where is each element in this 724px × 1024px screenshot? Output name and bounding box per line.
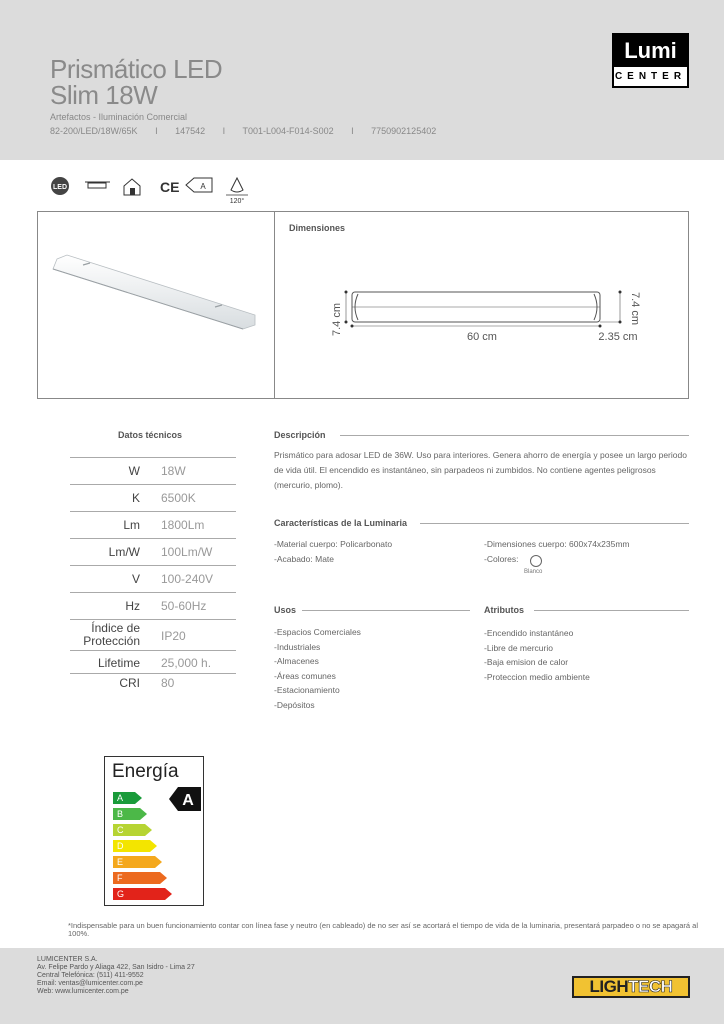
spec-divider bbox=[70, 592, 236, 593]
separator: I bbox=[155, 126, 158, 136]
spec-value: 25,000 h. bbox=[161, 656, 212, 670]
spec-key: K bbox=[131, 491, 140, 505]
product-category: Artefactos - Iluminación Comercial bbox=[50, 112, 188, 122]
spec-key: W bbox=[128, 464, 140, 478]
datos-tecnicos-title: Datos técnicos bbox=[118, 430, 183, 440]
color-swatch-label: Blanco bbox=[524, 569, 543, 575]
list-item: -Encendido instantáneo bbox=[484, 628, 574, 638]
code-sku: 147542 bbox=[175, 126, 206, 136]
height-label: 7.4 cm bbox=[331, 302, 343, 336]
spec-value: 6500K bbox=[161, 491, 196, 505]
list-item: -Estacionamiento bbox=[274, 685, 340, 695]
product-title bbox=[50, 56, 222, 108]
list-item: -Espacios Comerciales bbox=[274, 627, 361, 637]
spec-divider bbox=[70, 484, 236, 485]
company-address: Av. Felipe Pardo y Aliaga 422, San Isidro - Lima 27 bbox=[37, 964, 195, 971]
caracteristicas-left bbox=[274, 537, 392, 566]
section-rule bbox=[420, 523, 689, 524]
spec-value: 100Lm/W bbox=[161, 545, 213, 559]
company-email: Email: ventas@lumicenter.com.pe bbox=[37, 980, 143, 987]
svg-text:A: A bbox=[200, 182, 206, 191]
separator: I bbox=[351, 126, 354, 136]
atributos-list bbox=[484, 626, 590, 684]
energy-rating-arrow bbox=[169, 787, 201, 811]
company-info bbox=[37, 956, 195, 996]
energy-class-bar: G bbox=[113, 888, 165, 900]
descripcion-text: Prismático para adosar LED de 36W. Uso para interiores. Genera ahorro de energía y posee un largo periodo de vida útil. El encendido es instantáneo, sin parpadeos ni zumbidos. No contiene agentes peligrosos (mercurio, plomo). bbox=[274, 450, 687, 490]
company-name: LUMICENTER S.A. bbox=[37, 956, 98, 963]
side-height-label: 7.4 cm bbox=[629, 292, 641, 326]
spec-divider bbox=[70, 619, 236, 620]
list-item: -Proteccion medio ambiente bbox=[484, 671, 590, 682]
spec-divider bbox=[70, 673, 236, 674]
descripcion-title: Descripción bbox=[274, 430, 326, 440]
brand-right: TECH bbox=[628, 977, 673, 996]
atributos-title: Atributos bbox=[484, 605, 524, 615]
list-item: -Almacenes bbox=[274, 656, 319, 666]
product-photo bbox=[45, 245, 267, 345]
section-rule bbox=[340, 435, 689, 436]
spec-divider bbox=[70, 457, 236, 458]
energy-class-bar: F bbox=[113, 872, 160, 884]
dimension-drawing bbox=[300, 270, 670, 360]
spec-key: Lifetime bbox=[97, 656, 140, 670]
caracteristicas-title: Características de la Luminaria bbox=[274, 518, 408, 528]
logo-bottom-text: CENTER bbox=[614, 71, 687, 82]
code-ref: T001-L004-F014-S002 bbox=[242, 126, 334, 136]
list-item: -Dimensiones cuerpo: 600x74x235mm bbox=[484, 539, 630, 549]
lightech-logo bbox=[572, 976, 690, 998]
spec-key: Lm/W bbox=[108, 545, 140, 559]
title-line-2: Slim 18W bbox=[50, 80, 158, 110]
footnote: *Indispensable para un buen funcionamiento contar con línea fase y neutro (en cableado) de no ser así se acortará el tiempo de vida de la luminaria, presentará parpadeo o no se apagará al 100%. bbox=[68, 921, 698, 938]
title-line-1: Prismático LED bbox=[50, 54, 223, 84]
company-phone: Central Telefónica: (511) 411-9552 bbox=[37, 972, 144, 979]
brand-left: LIGH bbox=[589, 977, 629, 996]
energy-class-bar: E bbox=[113, 856, 155, 868]
list-item: -Áreas comunes bbox=[274, 670, 336, 681]
spec-value: IP20 bbox=[161, 629, 186, 643]
svg-text:CE: CE bbox=[160, 179, 180, 195]
ce-mark-icon bbox=[160, 179, 179, 195]
color-swatch-blanco bbox=[530, 555, 542, 567]
svg-text:LED: LED bbox=[53, 184, 67, 191]
surface-mount-icon bbox=[85, 182, 110, 188]
spec-value: 80 bbox=[161, 676, 175, 690]
usos-list bbox=[274, 625, 361, 712]
list-item: -Libre de mercurio bbox=[484, 642, 553, 653]
energy-class-bar: C bbox=[113, 824, 145, 836]
energy-label bbox=[104, 756, 204, 906]
spec-value: 18W bbox=[161, 464, 186, 478]
spec-key: Índice de Protección bbox=[83, 621, 140, 648]
spec-divider bbox=[70, 511, 236, 512]
product-codes bbox=[50, 126, 450, 136]
svg-text:A: A bbox=[182, 792, 194, 809]
company-web: Web: www.lumicenter.com.pe bbox=[37, 988, 129, 995]
code-ean: 7750902125402 bbox=[371, 126, 437, 136]
separator: I bbox=[222, 126, 226, 136]
spec-divider bbox=[70, 565, 236, 566]
beam-angle-icon bbox=[226, 178, 248, 205]
list-item: -Baja emision de calor bbox=[484, 657, 569, 667]
energy-class-icon bbox=[186, 178, 212, 192]
box-divider bbox=[274, 211, 275, 399]
caracteristicas-right bbox=[484, 537, 630, 566]
section-rule bbox=[302, 610, 470, 611]
spec-value: 1800Lm bbox=[161, 518, 205, 532]
dimensions-title: Dimensiones bbox=[289, 223, 346, 233]
energy-title: Energía bbox=[112, 761, 179, 782]
spec-key: Lm bbox=[123, 518, 140, 532]
spec-key: Hz bbox=[125, 599, 140, 613]
depth-label: 2.35 cm bbox=[598, 331, 638, 343]
usos-title: Usos bbox=[274, 605, 297, 615]
spec-value: 50-60Hz bbox=[161, 599, 207, 613]
led-badge-icon bbox=[51, 177, 69, 195]
list-item: -Industriales bbox=[274, 641, 321, 652]
lumicenter-logo bbox=[612, 33, 689, 88]
code-model: 82-200/LED/18W/65K bbox=[50, 126, 138, 136]
spec-value: 100-240V bbox=[161, 572, 214, 586]
energy-class-bar: D bbox=[113, 840, 150, 852]
list-item: -Material cuerpo: Policarbonato bbox=[274, 539, 393, 549]
logo-top-text: Lumi bbox=[614, 35, 687, 67]
energy-class-bar: B bbox=[113, 808, 140, 820]
list-item: -Acabado: Mate bbox=[274, 553, 335, 564]
spec-divider bbox=[70, 650, 236, 651]
svg-text:120°: 120° bbox=[229, 198, 245, 205]
length-label: 60 cm bbox=[467, 331, 497, 343]
spec-key: CRI bbox=[119, 676, 140, 690]
spec-divider bbox=[70, 538, 236, 539]
spec-icons-row bbox=[48, 175, 268, 205]
section-rule bbox=[534, 610, 689, 611]
list-item: -Colores: bbox=[484, 553, 519, 564]
list-item: -Depósitos bbox=[274, 699, 315, 710]
spec-key: V bbox=[131, 572, 140, 586]
energy-class-bar: A bbox=[113, 792, 135, 804]
indoor-house-icon bbox=[124, 179, 140, 195]
